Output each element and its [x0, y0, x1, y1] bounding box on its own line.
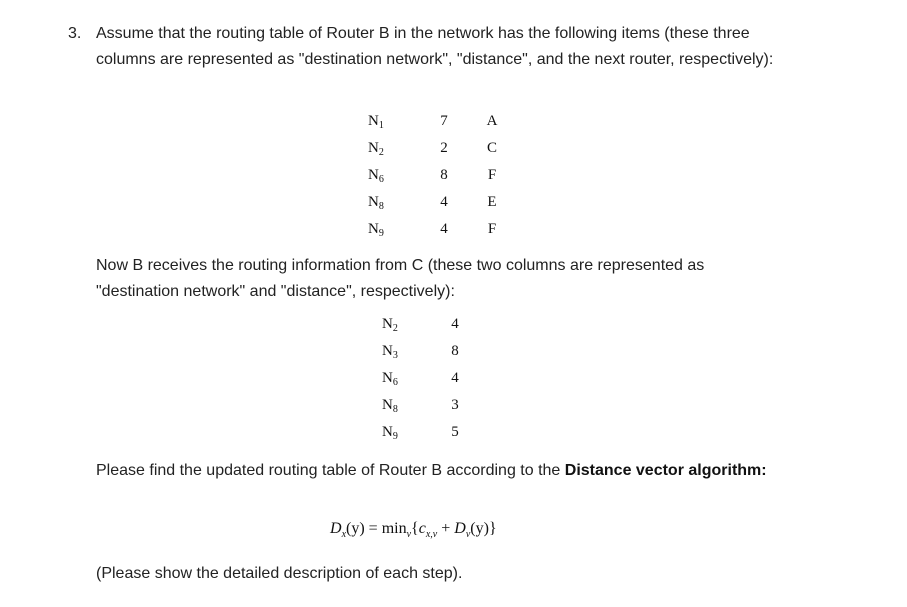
- destination-network: N: [368, 193, 379, 210]
- destination-cell: [368, 162, 424, 189]
- task-text-bold: Distance vector algorithm:: [564, 462, 767, 479]
- destination-network: N: [382, 315, 393, 332]
- next-router-cell: A: [486, 113, 498, 129]
- next-router-cell: E: [487, 194, 497, 210]
- destination-subscript: 3: [392, 349, 398, 361]
- destination-subscript: 9: [392, 430, 398, 442]
- formula-lhs: D: [330, 520, 342, 537]
- formula-plus: +: [437, 520, 455, 537]
- destination-subscript: 8: [378, 200, 384, 212]
- formula-eq: = min: [364, 520, 407, 537]
- table-row: [382, 392, 472, 419]
- distance-cell: 3: [451, 397, 459, 413]
- destination-subscript: 6: [392, 376, 398, 388]
- table-row: [368, 189, 520, 216]
- next-router-cell: C: [486, 140, 497, 156]
- distance-cell: 4: [451, 370, 459, 386]
- distance-cell: 7: [440, 113, 448, 129]
- table-row: [368, 162, 520, 189]
- destination-network: N: [368, 166, 379, 183]
- destination-cell: [382, 419, 438, 446]
- table-row: [382, 338, 472, 365]
- next-router-cell: F: [487, 167, 497, 183]
- router-c-routing-info-table: [382, 311, 472, 446]
- formula-rhs: D: [454, 520, 466, 537]
- formula-rhs-sub: v: [465, 529, 471, 540]
- router-b-routing-table: [368, 108, 520, 243]
- question-number: 3.: [68, 25, 82, 42]
- destination-cell: [382, 365, 438, 392]
- destination-subscript: 2: [378, 146, 384, 158]
- destination-cell: [382, 311, 438, 338]
- formula-open: {: [411, 520, 419, 537]
- formula-c-sub: x,v: [425, 529, 438, 540]
- table-row: [368, 135, 520, 162]
- destination-cell: [368, 135, 424, 162]
- task-text-prefix: Please find the updated routing table of Router B according to the: [96, 462, 565, 479]
- instruction-text: (Please show the detailed description of each step).: [96, 565, 463, 582]
- distance-cell: 8: [451, 343, 459, 359]
- next-router-cell: F: [487, 221, 497, 237]
- formula-rhs-arg: (y): [470, 520, 489, 537]
- destination-cell: [382, 338, 438, 365]
- destination-network: N: [382, 396, 393, 413]
- destination-subscript: 1: [378, 119, 384, 131]
- question-intro-text: Assume that the routing table of Router B in the network has the following items (these three columns are represented as "destination network", "distance", and the next router, respectively):: [96, 25, 774, 68]
- formula-close: }: [488, 520, 497, 537]
- table-row: [382, 365, 472, 392]
- destination-subscript: 2: [392, 322, 398, 334]
- destination-subscript: 6: [378, 173, 384, 185]
- destination-network: N: [368, 220, 379, 237]
- formula-arg: (y): [346, 520, 365, 537]
- distance-cell: 4: [440, 221, 448, 237]
- distance-cell: 4: [451, 316, 459, 332]
- destination-network: N: [368, 139, 379, 156]
- table-row: [368, 216, 520, 243]
- distance-cell: 4: [440, 194, 448, 210]
- table-row: [382, 311, 472, 338]
- receive-info-text: Now B receives the routing information from C (these two columns are represented as "destination network" and "distance", respectively):: [96, 257, 705, 300]
- distance-cell: 2: [440, 140, 448, 156]
- destination-network: N: [382, 423, 393, 440]
- formula-lhs-sub: x: [341, 529, 347, 540]
- distance-vector-formula: [330, 520, 497, 540]
- destination-cell: [368, 108, 424, 135]
- formula-min-sub: v: [406, 529, 412, 540]
- destination-cell: [368, 189, 424, 216]
- destination-cell: [382, 392, 438, 419]
- destination-cell: [368, 216, 424, 243]
- table-row: [368, 108, 520, 135]
- formula-c: c: [418, 520, 426, 537]
- destination-subscript: 8: [392, 403, 398, 415]
- task-text: [96, 458, 768, 484]
- destination-network: N: [368, 112, 379, 129]
- table-row: [382, 419, 472, 446]
- distance-cell: 5: [451, 424, 459, 440]
- destination-network: N: [382, 342, 393, 359]
- destination-network: N: [382, 369, 393, 386]
- distance-cell: 8: [440, 167, 448, 183]
- destination-subscript: 9: [378, 227, 384, 239]
